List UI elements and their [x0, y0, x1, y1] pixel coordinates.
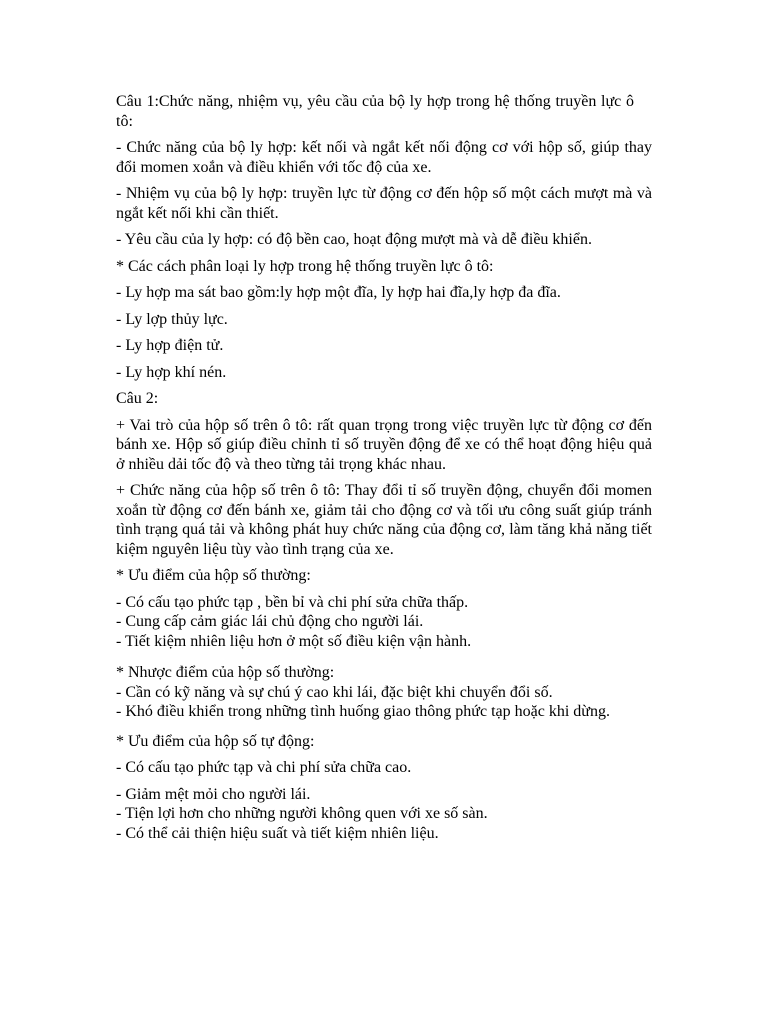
clutch-requirement: - Yêu cầu của ly hợp: có độ bền cao, hoạt động mượt mà và dễ điều khiển. — [116, 231, 592, 248]
list-item: - Tiết kiệm nhiên liệu hơn ở một số điều kiện vận hành. — [116, 632, 472, 650]
clutch-type-pneumatic: - Ly hợp khí nén. — [116, 363, 227, 381]
list-item: - Tiện lợi hơn cho những người không quen với xe số sàn. — [116, 805, 488, 822]
manual-advantages-heading: * Ưu điểm của hộp số thường: — [116, 567, 311, 584]
clutch-function: - Chức năng của bộ ly hợp: kết nối và ngắt kết nối động cơ với hộp số, giúp thay đổi momen xoắn và điều khiển với tốc độ của xe. — [116, 139, 652, 176]
question-1-heading: Câu 1:Chức năng, nhiệm vụ, yêu cầu của bộ ly hợp trong hệ thống truyền lực ô tô: — [116, 93, 634, 130]
gearbox-function: + Chức năng của hộp số trên ô tô: Thay đổi tỉ số truyền động, chuyển đổi momen xoắn từ động cơ đến bánh xe, giảm tải cho động cơ và tối ưu công suất giúp tránh tình trạng quá tải và không phát huy chức năng của động cơ, làm tăng khả năng tiết kiệm nguyên liệu tùy vào tình trạng của xe. — [116, 482, 652, 558]
document-body — [116, 92, 652, 850]
list-item: - Có thể cải thiện hiệu suất và tiết kiệm nhiên liệu. — [116, 824, 439, 842]
gearbox-role: + Vai trò của hộp số trên ô tô: rất quan trọng trong việc truyền lực từ động cơ đến bánh xe. Hộp số giúp điều chỉnh tỉ số truyền động để xe có thể hoạt động hiệu quả ở nhiều dải tốc độ và theo từng tải trọng khác nhau. — [116, 416, 652, 473]
clutch-type-electronic: - Ly hợp điện tử. — [116, 337, 224, 354]
list-item: - Khó điều khiển trong những tình huống giao thông phức tạp hoặc khi dừng. — [116, 703, 610, 720]
auto-advantages-list — [116, 785, 652, 844]
clutch-type-friction: - Ly hợp ma sát bao gồm:ly hợp một đĩa, ly hợp hai đĩa,ly hợp đa đĩa. — [116, 284, 561, 301]
list-item: - Cung cấp cảm giác lái chủ động cho người lái. — [116, 613, 424, 630]
manual-advantages-list — [116, 593, 652, 652]
manual-disadvantages-heading: * Nhược điểm của hộp số thường: — [116, 664, 335, 681]
list-item: - Có cấu tạo phức tạp và chi phí sửa chữa cao. — [116, 759, 412, 776]
auto-advantages-heading: * Ưu điểm của hộp số tự động: — [116, 732, 315, 750]
list-item: - Giảm mệt mỏi cho người lái. — [116, 785, 311, 803]
question-2-heading: Câu 2: — [116, 390, 159, 407]
list-item: - Cần có kỹ năng và sự chú ý cao khi lái, đặc biệt khi chuyển đổi số. — [116, 683, 553, 701]
manual-disadvantages-block — [116, 663, 652, 722]
clutch-type-hydraulic: - Ly lợp thủy lực. — [116, 310, 228, 328]
clutch-task: - Nhiệm vụ của bộ ly hợp: truyền lực từ động cơ đến hộp số một cách mượt mà và ngắt kết nối khi cần thiết. — [116, 185, 652, 222]
clutch-classification-heading: * Các cách phân loại ly hợp trong hệ thống truyền lực ô tô: — [116, 257, 494, 275]
list-item: - Có cấu tạo phức tạp , bền bỉ và chi phí sửa chữa thấp. — [116, 593, 469, 611]
